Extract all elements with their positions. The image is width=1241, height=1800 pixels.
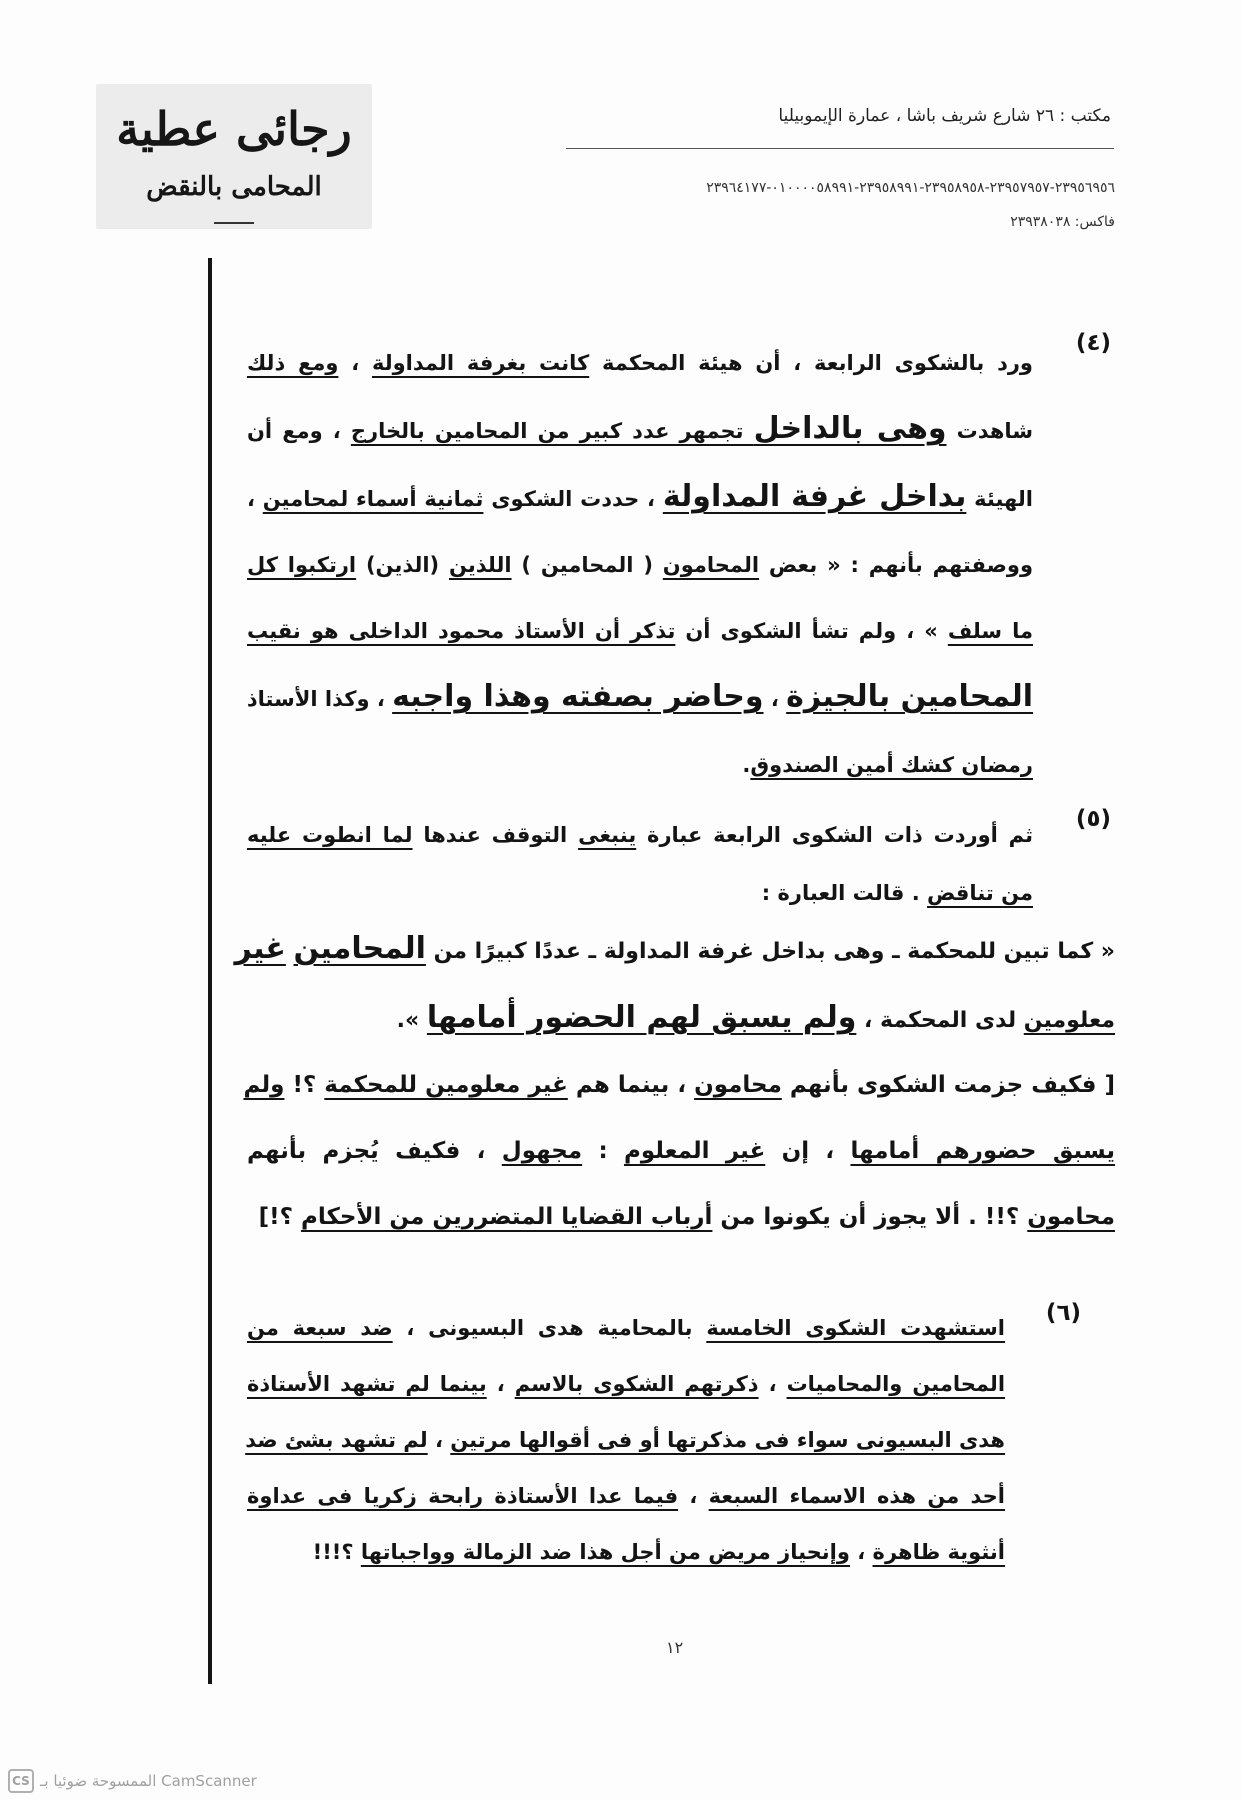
page-number: ١٢ — [666, 1638, 684, 1657]
bracketed-commentary — [243, 1052, 1115, 1250]
text-line: ما سلف » ، ولم تشأ الشكوى أن تذكر أن الأستاذ محمود الداخلى هو نقيب — [247, 619, 1033, 643]
camscanner-icon: CS — [8, 1769, 34, 1793]
text-line: المحامين بالجيزة ، وحاضر بصفته وهذا واجبه ، وكذا الأستاذ — [246, 679, 1033, 714]
text-line: استشهدت الشكوى الخامسة بالمحامية هدى البسيونى ، ضد سبعة من — [247, 1316, 1005, 1340]
logo-subtitle: المحامى بالنقض — [146, 172, 322, 202]
text-line: المحامين والمحاميات ، ذكرتهم الشكوى بالاسم ، بينما لم تشهد الأستاذة — [247, 1372, 1006, 1396]
logo-rule — [214, 222, 254, 224]
left-margin-bar — [208, 258, 212, 1684]
logo-name: رجائى عطية — [116, 102, 352, 156]
item-4-paragraph — [247, 330, 1033, 798]
text-line: يسبق حضورهم أمامها ، إن غير المعلوم : مجهول ، فكيف يُجزم بأنهم — [247, 1138, 1115, 1164]
item-5-paragraph — [247, 806, 1033, 922]
office-address: مكتب : ٢٦ شارع شريف باشا ، عمارة الإيموبيليا — [778, 106, 1111, 126]
scanner-watermark — [8, 1768, 257, 1794]
lawyer-logo — [96, 84, 372, 229]
text-line: أحد من هذه الاسماء السبعة ، فيما عدا الأستاذة رابحة زكريا فى عداوة — [247, 1484, 1006, 1508]
text-line: شاهدت وهى بالداخل تجمهر عدد كبير من المحامين بالخارج ، ومع أن — [247, 411, 1033, 446]
item-number-4: (٤) — [1075, 330, 1111, 356]
text-line: ورد بالشكوى الرابعة ، أن هيئة المحكمة كانت بغرفة المداولة ، ومع ذلك — [247, 351, 1033, 375]
text-line: معلومين لدى المحكمة ، ولم يسبق لهم الحضور أمامها ». — [396, 1000, 1115, 1035]
phone-numbers: ٢٣٩٥٦٩٥٦-٢٣٩٥٧٩٥٧-٢٣٩٥٨٩٥٨-٢٣٩٥٨٩٩١-٠١٠٠٠٠٥٨٩٩١-٢٣٩٦٤١٧٧ — [706, 180, 1115, 196]
scanner-watermark-text: الممسوحة ضوئيا بـ CamScanner — [40, 1772, 257, 1790]
item-number-6: (٦) — [1045, 1300, 1081, 1326]
item-number-5: (٥) — [1075, 806, 1111, 832]
text-line: الهيئة بداخل غرفة المداولة ، حددت الشكوى ثمانية أسماء لمحامين ، — [247, 479, 1033, 514]
quoted-statement — [234, 916, 1115, 1054]
item-6-paragraph — [247, 1300, 1005, 1580]
text-line: ووصفتهم بأنهم : « بعض المحامون ( المحامين ) اللذين (الذين) ارتكبوا كل — [247, 553, 1034, 577]
text-line: هدى البسيونى سواء فى مذكرتها أو فى أقوالها مرتين ، لم تشهد بشئ ضد — [245, 1428, 1005, 1452]
fax-number: فاكس: ٢٣٩٣٨٠٣٨ — [1010, 214, 1115, 230]
text-line: « كما تبين للمحكمة ـ وهى بداخل غرفة المداولة ـ عددًا كبيرًا من المحامين غير — [234, 931, 1115, 966]
text-line: محامون ؟!! . ألا يجوز أن يكونوا من أرباب القضايا المتضررين من الأحكام ؟!] — [258, 1204, 1115, 1230]
text-line: [ فكيف جزمت الشكوى بأنهم محامون ، بينما هم غير معلومين للمحكمة ؟! ولم — [243, 1072, 1115, 1098]
text-line: أنثوية ظاهرة ، وإنحياز مريض من أجل هذا ضد الزمالة وواجباتها ؟!!! — [312, 1540, 1005, 1564]
text-line: ثم أوردت ذات الشكوى الرابعة عبارة ينبغى التوقف عندها لما انطوت عليه — [247, 823, 1033, 847]
text-line: من تناقض . قالت العبارة : — [761, 881, 1033, 905]
header-divider — [566, 148, 1114, 149]
text-line: رمضان كشك أمين الصندوق. — [742, 753, 1033, 777]
